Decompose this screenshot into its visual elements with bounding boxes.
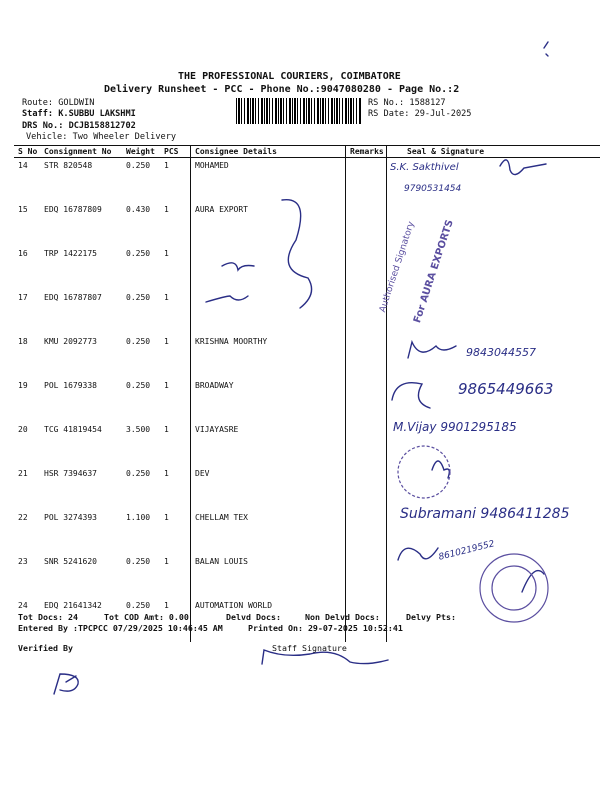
- delvd-docs: Delvd Docs:: [226, 612, 281, 622]
- cell-weight: 0.250: [126, 469, 151, 478]
- cell-consignee: CHELLAM TEX: [191, 510, 346, 554]
- cell-weight: 0.250: [126, 293, 151, 302]
- vehicle-label: Vehicle: Two Wheeler Delivery: [26, 132, 177, 142]
- cell-consignment: SNR 5241620: [44, 557, 97, 566]
- rs-date: RS Date: 29-Jul-2025: [368, 109, 472, 119]
- cell-consignment: EDQ 21641342: [44, 601, 102, 610]
- verified-by: Verified By: [18, 643, 73, 653]
- cell-weight: 0.430: [126, 205, 151, 214]
- cell-sno: 22: [18, 513, 28, 522]
- stamp-round-21: [398, 446, 450, 498]
- cell-pcs: 1: [160, 466, 191, 510]
- cell-consignment: EDQ 16787809: [44, 205, 102, 214]
- route-label: Route: GOLDWIN: [22, 98, 95, 108]
- cell-sno: 19: [18, 381, 28, 390]
- col-remarks: Remarks: [346, 146, 387, 158]
- handwriting-r14: S.K. Sakthivel: [390, 162, 459, 173]
- cell-sno: 24: [18, 601, 28, 610]
- cell-pcs: 1: [160, 202, 191, 246]
- signature-mark-19: [392, 383, 430, 408]
- drs-label: DRS No.: DCJB158812702: [22, 121, 136, 131]
- stamp-text2: For AURA EXPORTS: [412, 218, 456, 325]
- signature-mark-17: [206, 296, 248, 302]
- cell-weight: 0.250: [126, 601, 151, 610]
- cell-pcs: 1: [160, 158, 191, 203]
- handwriting-r19: 9865449663: [458, 380, 554, 398]
- handwriting-r18: 9843044557: [466, 346, 536, 359]
- cell-weight: 0.250: [126, 381, 151, 390]
- handwriting-r22: Subramani 9486411285: [400, 506, 570, 522]
- handwriting-r14b: 9790531454: [404, 184, 462, 194]
- signature-mark-15: [282, 200, 312, 308]
- col-seal: Seal & Signature: [387, 146, 600, 158]
- cell-consignment: EDQ 16787807: [44, 293, 102, 302]
- cell-consignee: DEV: [191, 466, 346, 510]
- cell-consignment: HSR 7394637: [44, 469, 97, 478]
- cell-pcs: 1: [160, 334, 191, 378]
- col-weight: Weight: [122, 146, 160, 158]
- cell-consignment: KMU 2092773: [44, 337, 97, 346]
- cell-pcs: 1: [160, 422, 191, 466]
- signature-mark-21: [432, 461, 449, 478]
- cell-consignment: TCG 41819454: [44, 425, 102, 434]
- cell-consignee: BROADWAY: [191, 378, 346, 422]
- cell-consignment: POL 1679338: [44, 381, 97, 390]
- cell-pcs: 1: [160, 290, 191, 334]
- signature-mark-14: [500, 160, 546, 175]
- col-pcs: PCS: [160, 146, 191, 158]
- cell-pcs: 1: [160, 510, 191, 554]
- col-consignee: Consignee Details: [191, 146, 346, 158]
- cell-consignee: AUTOMATION WORLD: [191, 598, 346, 642]
- corner-mark: [544, 42, 548, 56]
- cell-sno: 17: [18, 293, 28, 302]
- runsheet-title: Delivery Runsheet - PCC - Phone No.:9047080280 - Page No.:2: [104, 84, 460, 95]
- non-delvd-docs: Non Delvd Docs:: [305, 612, 380, 622]
- delvy-pts: Delvy Pts:: [406, 612, 456, 622]
- handwriting-r20: M.Vijay 9901295185: [393, 420, 517, 434]
- tot-docs: Tot Docs: 24: [18, 612, 78, 622]
- cell-consignment: TRP 1422175: [44, 249, 97, 258]
- verified-mark: [54, 674, 78, 694]
- stamp-round-24: [480, 554, 548, 622]
- cell-consignee: VIJAYASRE: [191, 422, 346, 466]
- cell-consignee: AURA EXPORT: [191, 202, 346, 246]
- cell-sno: 18: [18, 337, 28, 346]
- signature-mark-23: [398, 548, 438, 560]
- cell-sno: 14: [18, 161, 28, 170]
- rs-no: RS No.: 1588127: [368, 98, 446, 108]
- staff-label: Staff: K.SUBBU LAKSHMI: [22, 109, 136, 119]
- col-sno: S No: [14, 146, 40, 158]
- cell-consignee: BALAN LOUIS: [191, 554, 346, 598]
- cell-pcs: 1: [160, 598, 191, 642]
- cell-weight: 0.250: [126, 161, 151, 170]
- cell-weight: 1.100: [126, 513, 151, 522]
- signature-mark-18: [408, 342, 456, 358]
- cell-sno: 16: [18, 249, 28, 258]
- cell-weight: 3.500: [126, 425, 151, 434]
- cell-sno: 20: [18, 425, 28, 434]
- signature-mark-24: [522, 571, 544, 592]
- signature-mark-16: [222, 263, 254, 270]
- cell-pcs: 1: [160, 554, 191, 598]
- entered-by: Entered By :TPCPCC 07/29/2025 10:46:45 AM: [18, 623, 223, 633]
- tot-cod: Tot COD Amt: 0.00: [104, 612, 189, 622]
- cell-sno: 21: [18, 469, 28, 478]
- col-consignment: Consignment No: [40, 146, 122, 158]
- staff-signature-label: Staff Signature: [272, 643, 347, 653]
- cell-sno: 15: [18, 205, 28, 214]
- cell-sno: 23: [18, 557, 28, 566]
- printed-on: Printed On: 29-07-2025 10:52:41: [248, 623, 403, 633]
- cell-weight: 0.250: [126, 249, 151, 258]
- cell-pcs: 1: [160, 378, 191, 422]
- cell-consignment: POL 3274393: [44, 513, 97, 522]
- cell-pcs: 1: [160, 246, 191, 290]
- cell-consignment: STR 820548: [44, 161, 93, 170]
- cell-weight: 0.250: [126, 337, 151, 346]
- cell-consignee: MOHAMED: [191, 158, 346, 203]
- handwriting-r23: 8610219552: [437, 539, 496, 563]
- company-title: THE PROFESSIONAL COURIERS, COIMBATORE: [178, 71, 401, 82]
- cell-consignee: KRISHNA MOORTHY: [191, 334, 346, 378]
- cell-weight: 0.250: [126, 557, 151, 566]
- stamp-text: Authorised Signatory: [378, 220, 417, 314]
